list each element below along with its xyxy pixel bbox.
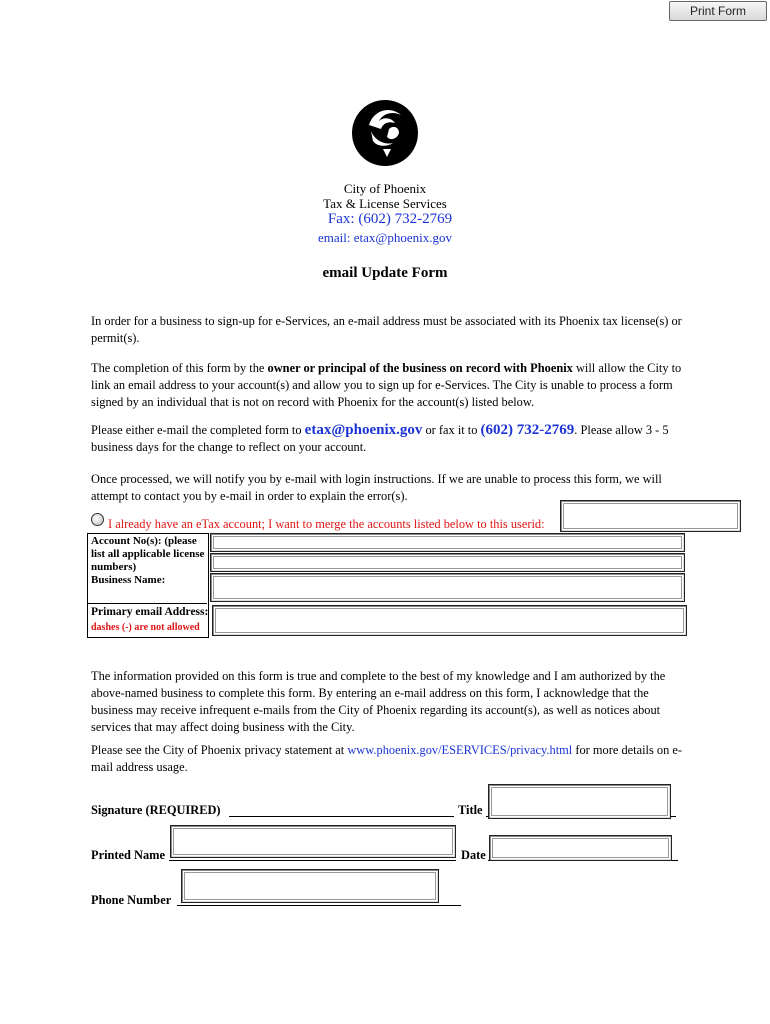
date-label: Date (461, 848, 486, 862)
fax-number: Fax: (602) 732-2769 (327, 211, 453, 227)
title-label: Title (458, 803, 483, 817)
phone-label: Phone Number (91, 893, 172, 907)
email-label: Primary email Address: (91, 606, 209, 618)
submit-fax-number: (602) 732-2769 (480, 422, 575, 438)
print-form-button[interactable]: Print Form (669, 1, 767, 21)
account-label: Account No(s): (please list all applicable license numbers) (91, 535, 205, 573)
certification-paragraph: The information provided on this form is true and complete to the best of my knowledge and I am authorized by the above-named business to complete this form. By entering an e-mail address on this form, I acknowledge that the business may receive infrequent e-mails from the City of Phoenix regarding its account(s), as well as notices about services that may affect doing business with the City. (91, 669, 666, 734)
printed-name-label: Printed Name (91, 848, 165, 862)
business-name-input[interactable] (210, 573, 685, 602)
email-note: dashes (-) are not allowed (91, 622, 200, 633)
account-number-input[interactable] (210, 533, 685, 552)
phone-line (177, 905, 461, 906)
printed-name-line (169, 860, 456, 861)
printed-name-input[interactable] (170, 825, 456, 858)
privacy-paragraph: Please see the City of Phoenix privacy statement at www.phoenix.gov/ESERVICES/privacy.html for more details on e-mail address usage. (91, 743, 683, 774)
org-name: City of Phoenix (343, 181, 427, 196)
completion-paragraph: The completion of this form by the owner or principal of the business on record with Phoenix will allow the City to link an email address to your account(s) and allow you to sign up for e-Services. The City is unable to process a form signed by an individual that is not on record with Phoenix for the account(s) listed below. (91, 361, 682, 409)
intro-paragraph: In order for a business to sign-up for e-Services, an e-mail address must be associated with its Phoenix tax license(s) or permit(s). (91, 314, 682, 345)
title-input[interactable] (488, 784, 671, 819)
header-email[interactable]: email: etax@phoenix.gov (318, 230, 452, 245)
submit-email-link[interactable]: etax@phoenix.gov (304, 422, 423, 438)
table-divider (87, 603, 207, 604)
signature-label: Signature (REQUIRED) (91, 803, 221, 817)
phoenix-logo (349, 95, 421, 167)
merge-radio[interactable] (91, 513, 104, 526)
submit-paragraph: Please either e-mail the completed form to etax@phoenix.gov or fax it to (602) 732-2769. Please allow 3 - 5 business days for the change to reflect on your account. (91, 422, 669, 454)
dept-name: Tax & License Services (323, 196, 447, 211)
privacy-link[interactable]: www.phoenix.gov/ESERVICES/privacy.html (347, 743, 573, 757)
userid-input[interactable] (560, 500, 741, 532)
account-number-input-2[interactable] (210, 553, 685, 572)
merge-label: I already have an eTax account; I want to merge the accounts listed below to this userid: (108, 517, 545, 531)
signature-line[interactable] (229, 816, 454, 817)
email-address-input[interactable] (212, 605, 687, 636)
business-name-label: Business Name: (91, 574, 166, 586)
date-input[interactable] (489, 835, 672, 861)
processing-paragraph: Once processed, we will notify you by e-mail with login instructions. If we are unable to process this form, we will attempt to contact you by e-mail in order to explain the error(s). (91, 472, 662, 503)
phone-input[interactable] (181, 869, 439, 903)
form-title: email Update Form (322, 265, 448, 281)
